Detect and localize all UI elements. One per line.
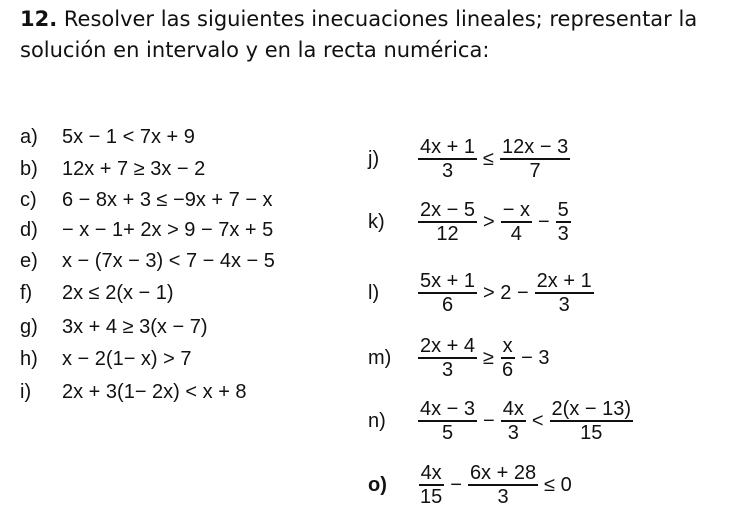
- item-label: o): [368, 473, 387, 496]
- inequality: 12x + 7 ≥ 3x − 2: [62, 158, 206, 180]
- item-label: l): [368, 281, 380, 304]
- denominator: 3: [507, 422, 519, 444]
- numerator: 2x − 5: [420, 199, 476, 221]
- operator: > 2 −: [483, 281, 529, 304]
- fraction: [418, 462, 444, 508]
- inequality: 6 − 8x + 3 ≤ −9x + 7 − x: [62, 189, 273, 211]
- operator: <: [531, 409, 544, 432]
- fraction: [418, 335, 477, 381]
- denominator: 7: [529, 160, 541, 182]
- item-m: [368, 335, 552, 381]
- denominator: 4: [510, 223, 522, 245]
- denominator: 15: [580, 422, 603, 444]
- numerator: 2(x − 13): [551, 398, 632, 420]
- item-label: a): [20, 126, 38, 148]
- item-l: [368, 270, 598, 316]
- inequality: 2x + 3(1− 2x) < x + 8: [62, 381, 247, 403]
- numerator: 4x − 3: [420, 398, 476, 420]
- denominator: 6: [502, 359, 514, 381]
- denominator: 15: [420, 486, 443, 508]
- fraction: [556, 199, 571, 245]
- operator: >: [483, 210, 495, 233]
- item-label: f): [20, 282, 33, 304]
- fraction: [418, 136, 477, 182]
- item-label: n): [368, 409, 386, 432]
- fraction: [500, 335, 515, 381]
- fraction: [418, 270, 477, 316]
- operator: ≤ 0: [544, 473, 572, 496]
- operator: −: [537, 210, 550, 233]
- numerator: 5x + 1: [420, 270, 476, 292]
- item-o: [368, 462, 574, 508]
- numerator: − x: [502, 199, 530, 221]
- operator: −: [483, 409, 495, 432]
- fraction: [418, 199, 477, 245]
- exercise-instructions: Resolver las siguientes inecuaciones lineales; representar la solución en intervalo y en la recta numérica:: [20, 7, 698, 62]
- fraction: [501, 398, 526, 444]
- item-k: [368, 199, 575, 245]
- exercise-title: [20, 4, 740, 66]
- denominator: 3: [441, 160, 454, 182]
- item-label: m): [368, 346, 392, 369]
- item-label: g): [20, 316, 38, 338]
- denominator: 5: [441, 422, 454, 444]
- numerator: 2x + 4: [420, 335, 476, 357]
- item-n: [368, 398, 637, 444]
- operator: −: [450, 473, 462, 496]
- fraction: [501, 199, 532, 245]
- numerator: 6x + 28: [469, 462, 537, 484]
- inequality: 5x − 1 < 7x + 9: [62, 126, 195, 148]
- item-label: h): [20, 348, 38, 370]
- denominator: 6: [441, 294, 454, 316]
- numerator: x: [502, 335, 513, 357]
- item-label: k): [368, 210, 385, 233]
- numerator: 4x: [420, 462, 442, 484]
- item-j: [368, 136, 574, 182]
- fraction: [418, 398, 477, 444]
- numerator: 4x + 1: [420, 136, 476, 158]
- inequality: x − (7x − 3) < 7 − 4x − 5: [62, 250, 275, 272]
- inequality: 2x ≤ 2(x − 1): [62, 282, 174, 304]
- denominator: 3: [497, 486, 509, 508]
- denominator: 12: [436, 223, 459, 245]
- numerator: 4x: [502, 398, 524, 420]
- inequality: x − 2(1− x) > 7: [62, 348, 192, 370]
- item-label: d): [20, 219, 38, 241]
- item-label: e): [20, 250, 38, 272]
- item-label: i): [20, 381, 32, 403]
- fraction: [500, 136, 570, 182]
- denominator: 3: [558, 294, 570, 316]
- inequality: − x − 1+ 2x > 9 − 7x + 5: [62, 219, 274, 241]
- numerator: 5: [557, 199, 569, 221]
- operator: − 3: [521, 346, 550, 369]
- denominator: 3: [557, 223, 569, 245]
- inequality: 3x + 4 ≥ 3(x − 7): [62, 316, 208, 338]
- fraction: [550, 398, 633, 444]
- numerator: 2x + 1: [536, 270, 592, 292]
- denominator: 3: [441, 359, 454, 381]
- item-label: c): [20, 189, 37, 211]
- item-label: b): [20, 158, 38, 180]
- exercise-number: 12.: [20, 7, 58, 31]
- item-label: j): [368, 147, 380, 170]
- numerator: 12x − 3: [502, 136, 569, 158]
- operator: ≥: [483, 346, 495, 369]
- fraction: [535, 270, 594, 316]
- operator: ≤: [483, 147, 495, 170]
- fraction: [468, 462, 538, 508]
